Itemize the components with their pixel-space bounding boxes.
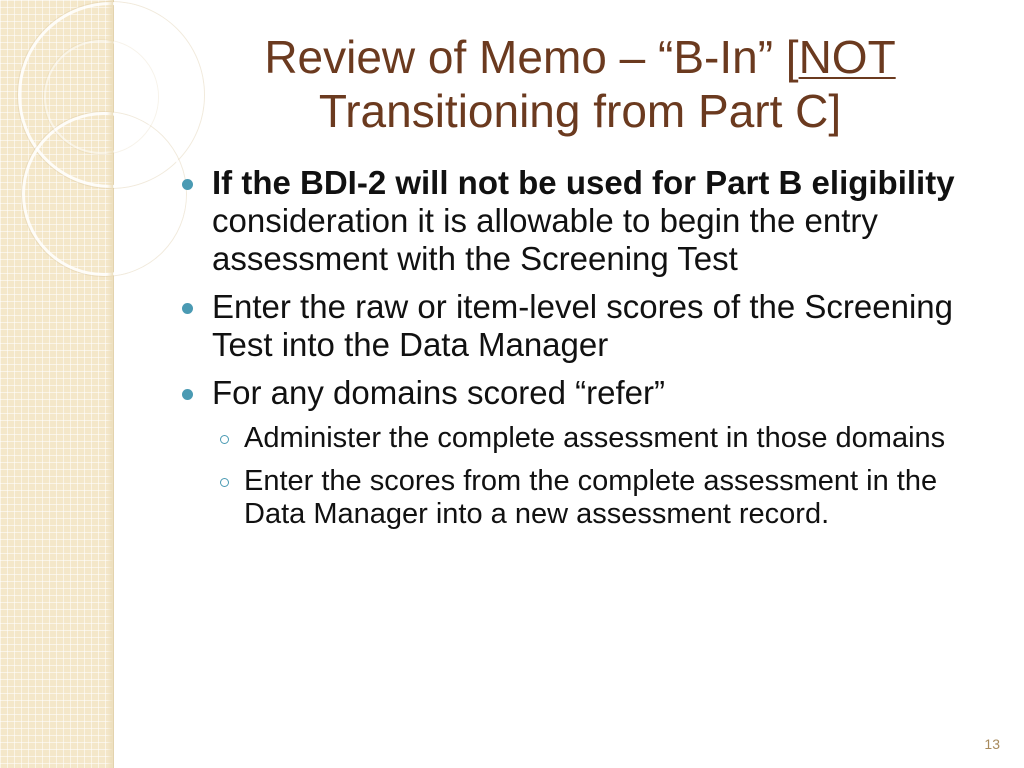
hollow-circle-bullet-icon: [220, 478, 229, 487]
bullet-item: [178, 164, 998, 278]
slide-title: [160, 30, 1000, 138]
sub-bullet-text: Administer the complete assessment in those domains: [244, 422, 946, 454]
bullet-item: [178, 374, 998, 412]
bullet-text: Enter the raw or item-level scores of the Screening Test into the Data Manager: [212, 288, 954, 363]
bullet-bold-text: If the BDI-2 will not be used for Part B eligibility: [212, 164, 955, 201]
sub-bullet-item: [178, 465, 998, 531]
filled-circle-bullet-icon: [182, 303, 193, 314]
decorative-side-band: [0, 0, 114, 768]
title-underlined-word: NOT: [798, 31, 896, 83]
hollow-circle-bullet-icon: [220, 435, 229, 444]
filled-circle-bullet-icon: [182, 389, 193, 400]
title-part-1: Review of Memo – “B-In” [: [264, 31, 799, 83]
bullet-item: [178, 288, 998, 364]
page-number: 13: [984, 736, 1000, 752]
sub-bullet-text: Enter the scores from the complete assessment in the Data Manager into a new assessment record.: [244, 465, 938, 530]
title-part-2: Transitioning from Part C]: [318, 85, 842, 137]
bullet-text: consideration it is allowable to begin the entry assessment with the Screening Test: [212, 202, 878, 277]
sub-bullet-item: [178, 422, 998, 455]
bullet-text: For any domains scored “refer”: [212, 374, 665, 411]
filled-circle-bullet-icon: [182, 179, 193, 190]
slide-content: [178, 164, 998, 541]
decorative-ring-icon: [44, 40, 158, 154]
